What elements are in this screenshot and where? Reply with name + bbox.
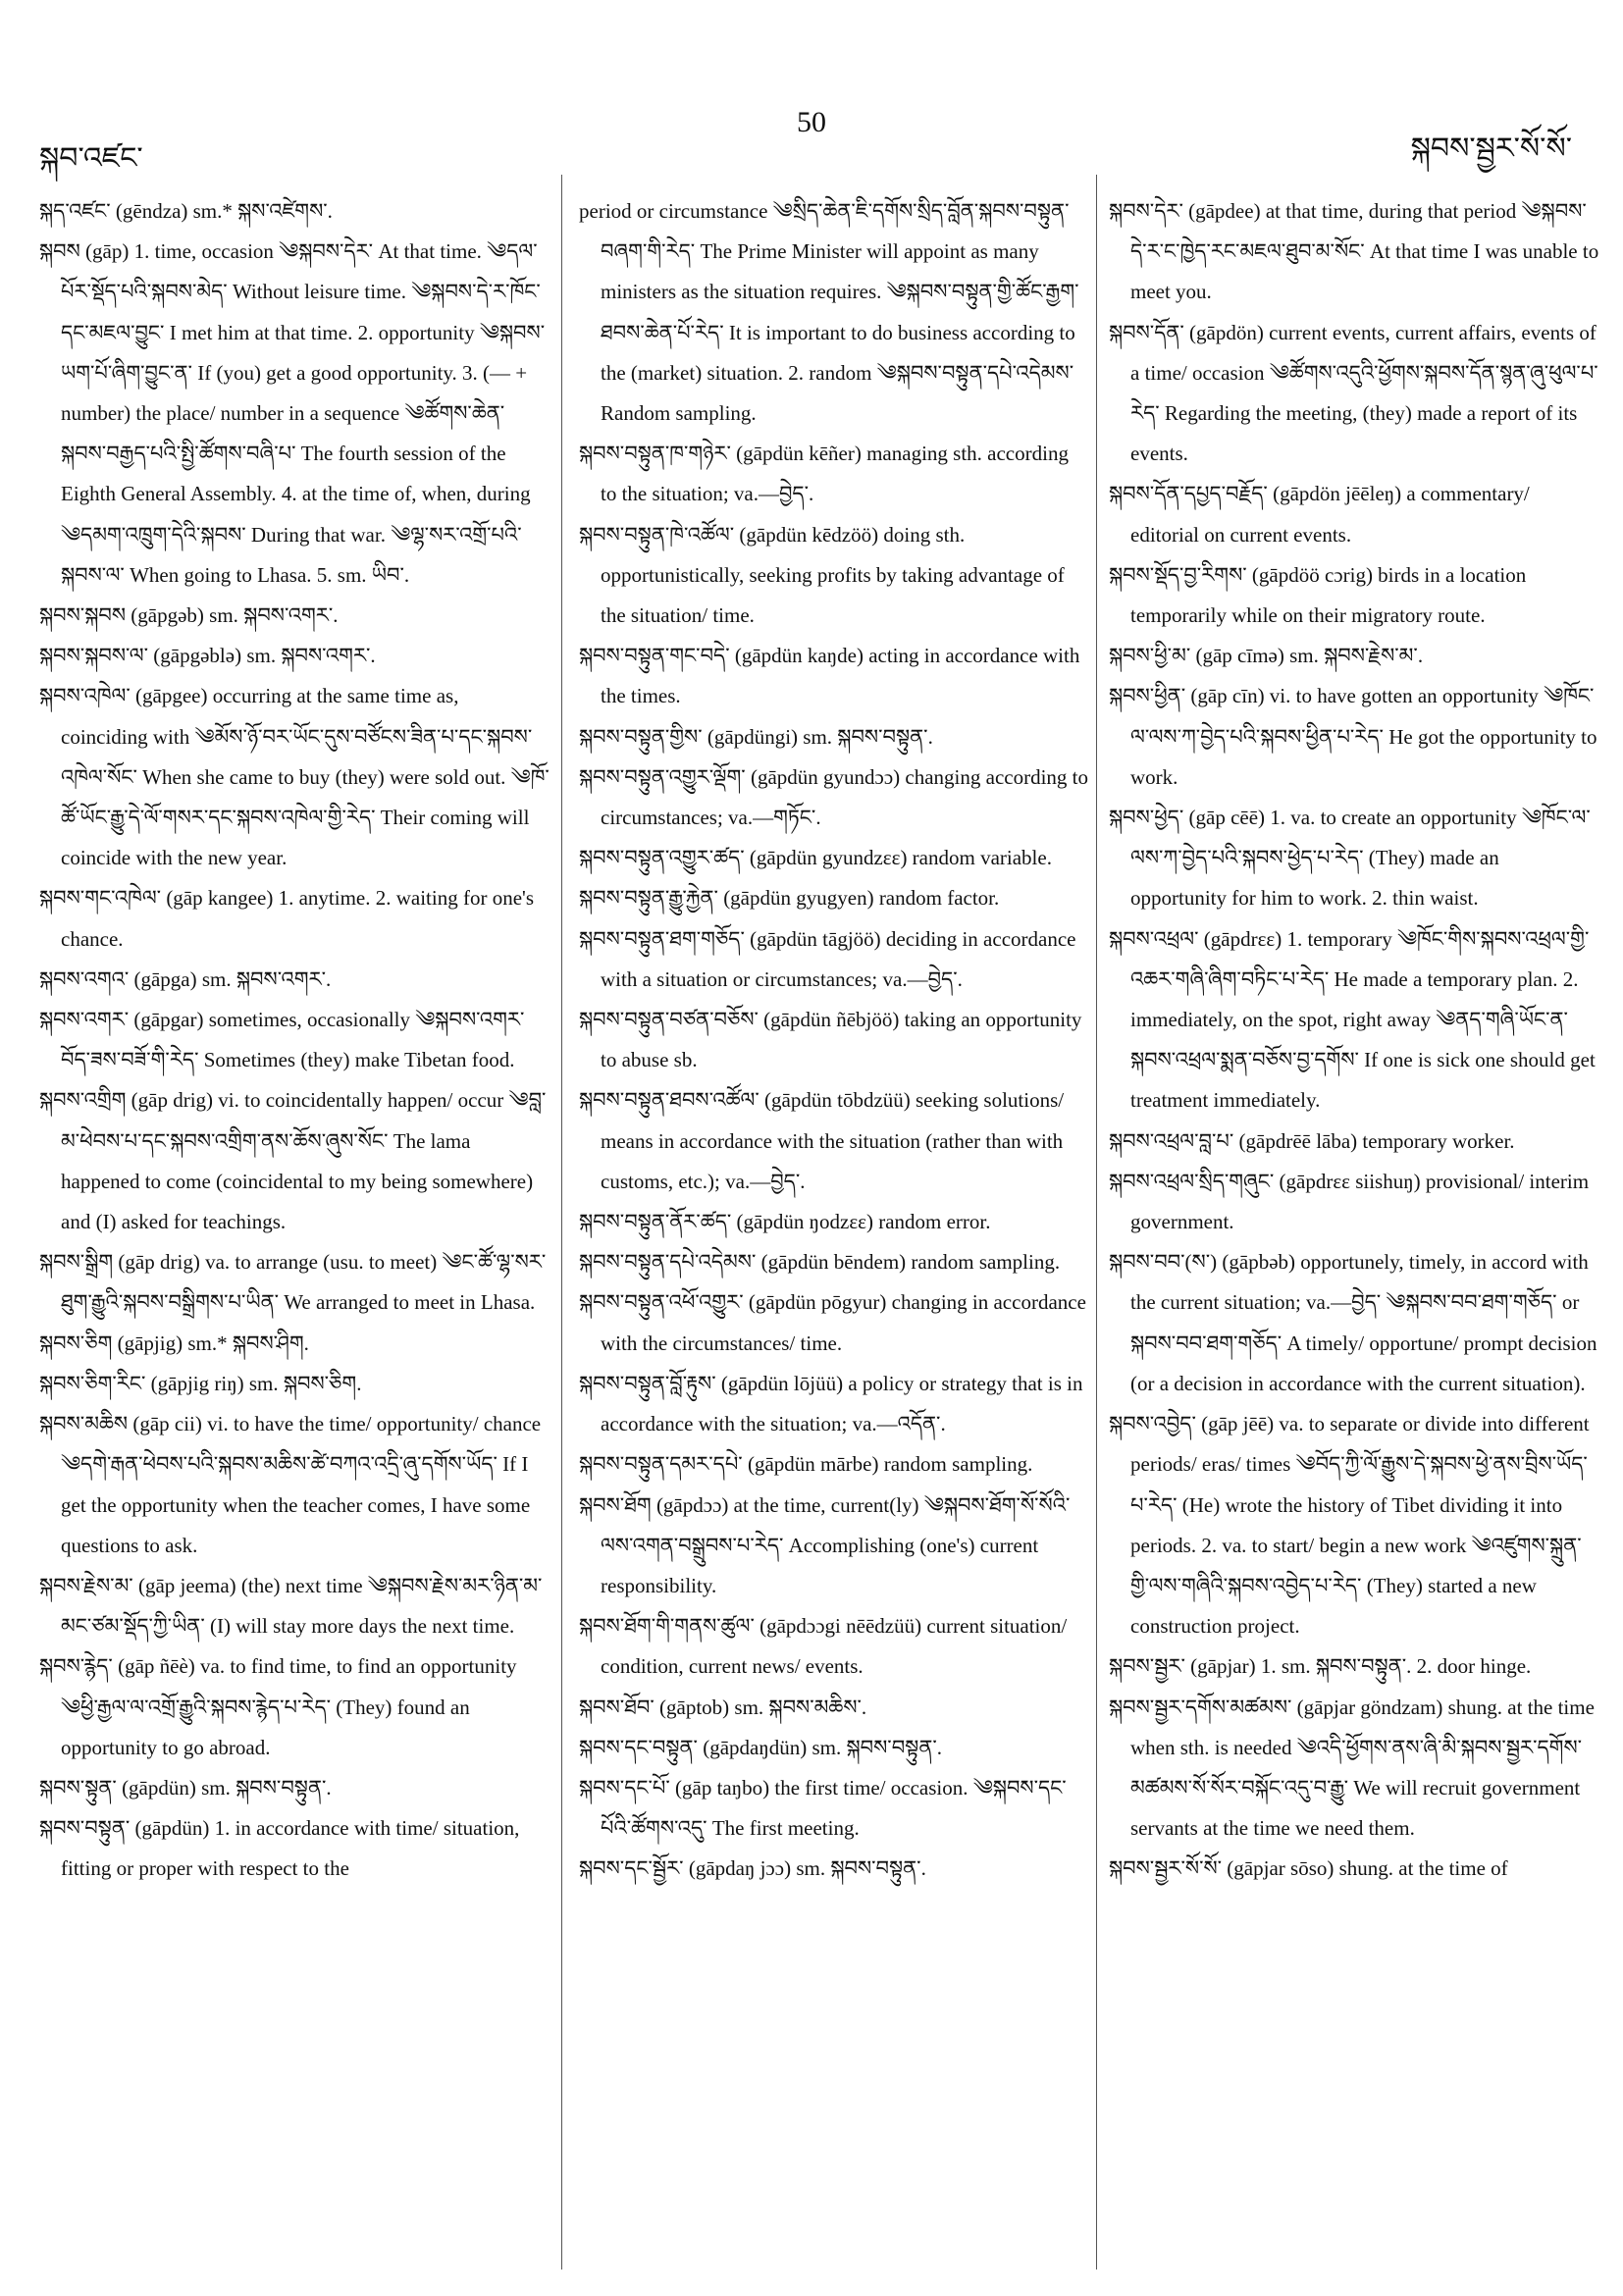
dictionary-entry: སྐབས་བསྟུན་ཁེ་འཚོལ་ (gāpdün kēdzöö) doing sth. opportunistically, seeking profits by taking advantage of the situation/ time. xyxy=(579,522,1065,628)
dictionary-entry: སྐབས་མཆིས (gāp cii) vi. to have the time/ opportunity/ chance ༄དགེ་རྒན་ཕེབས་པའི་སྐབས་མཆིས་ཚེ་བཀའ་འདྲི་ཞུ་དགོས་ཡོད་ If I get the opportunity when the teacher comes, I have some questions to ask. xyxy=(39,1412,542,1557)
dictionary-entry: སྐབས་བསྟུན་ཐབས་འཚོལ་ (gāpdün tōbdzüü) seeking solutions/ means in accordance with the situation (rather than with customs, etc.); va.—བྱེད་. xyxy=(579,1088,1065,1193)
dictionary-entry: སྐབས་སྒྲིག (gāp drig) va. to arrange (usu. to meet) ༄ང་ཚོ་ལྷ་སར་ཐུག་རྒྱུའི་སྐབས་བསྒྲིགས་པ་ཡིན་ We arranged to meet in Lhasa. xyxy=(39,1250,547,1315)
column-divider xyxy=(561,175,562,2270)
dictionary-entry: སྐབས་འགྲིག (gāp drig) vi. to coincidentally happen/ occur ༄བླ་མ་ཕེབས་པ་དང་སྐབས་འགྲིག་ནས་ཆོས་ཞུས་སོང་ The lama happened to come (coincidental to my being somewhere) and (I) asked for teachings. xyxy=(39,1088,547,1234)
dictionary-entry: སྐབས་དོན་ (gāpdön) current events, current affairs, events of a time/ occasion ༄ཚོགས་འདུའི་ཕྱོགས་སྐབས་དོན་སྙན་ཞུ་ཕུལ་པ་རེད་ Regarding the meeting, (they) made a report of its events. xyxy=(1109,320,1598,466)
page-header-right: སྐབས་སྦྱར་སོ་སོ་ xyxy=(1410,132,1572,165)
dictionary-entry: སྐབས་བསྟུན་རྒྱུ་རྐྱེན་ (gāpdün gyugyen) random factor. xyxy=(579,886,1000,911)
dictionary-entry: སྐབས་བབ་(ས་) (gāpbəb) opportunely, timely, in accord with the current situation; va.—བྱེད་ ༄སྐབས་བབ་ཐག་གཅོད་ or སྐབས་བབ་ཐག་གཅོད་ A timely/ opportune/ prompt decision (or a decision in accordance with the current situation). xyxy=(1109,1250,1597,1395)
dictionary-entry: སྐབས་བསྟུན་ (gāpdün) 1. in accordance with time/ situation, fitting or proper with respect to the xyxy=(39,1816,520,1881)
dictionary-entry: སྐབས་བསྟུན་གྱིས་ (gāpdüngi) sm. སྐབས་བསྟུན་. xyxy=(579,724,933,749)
dictionary-entry: སྐབས་བསྟུན་ནོར་ཚད་ (gāpdün ŋodzɛɛ) random error. xyxy=(579,1210,991,1234)
dictionary-entry: སྐབས་དོན་དཔྱད་བརྗོད་ (gāpdön jēēleŋ) a commentary/ editorial on current events. xyxy=(1109,482,1530,547)
dictionary-entry: སྐབས་དེར་ (gāpdee) at that time, during that period ༄སྐབས་དེ་ར་ང་ཁྱེད་རང་མཇལ་ཐུབ་མ་སོང་ At that time I was unable to meet you. xyxy=(1109,199,1599,304)
dictionary-entry: སྐབས་སྦྱར་སོ་སོ་ (gāpjar sōso) shung. at the time of xyxy=(1109,1856,1508,1881)
dictionary-entry: སྐབས་ཐོག་གི་གནས་ཚུལ་ (gāpdɔɔgi nēēdzüü) current situation/ condition, current news/ events. xyxy=(579,1614,1068,1679)
dictionary-entry: སྐབས་བསྟུན་ཐག་གཅོད་ (gāpdün tāgjöö) deciding in accordance with a situation or circumstances; va.—བྱེད་. xyxy=(579,926,1076,991)
dictionary-entry: སྐབས་འཕྲལ་སྲིད་གཞུང་ (gāpdrɛɛ siishuŋ) provisional/ interim government. xyxy=(1109,1169,1590,1234)
dictionary-entry: སྐབས་ཅིག (gāpjig) sm.* སྐབས་ཤིག. xyxy=(39,1331,309,1355)
dictionary-entry: སྐབས་བསྟུན་དམར་དཔེ་ (gāpdün mārbe) random sampling. xyxy=(579,1452,1033,1477)
dictionary-entry: སྐབས་བསྟུན་དཔེ་འདེམས་ (gāpdün bēndem) random sampling. xyxy=(579,1250,1061,1275)
dictionary-entry: སྐབས (gāp) 1. time, occasion ༄སྐབས་དེར་ At that time. ༄དལ་པོར་སྡོད་པའི་སྐབས་མེད་ Without leisure time. ༄སྐབས་དེ་ར་ཁོང་དང་མཇལ་བྱུང་ I met him at that time. 2. opportunity ༄སྐབས་ཡག་པོ་ཞིག་བྱུང་ན་ If (you) get a good opportunity. 3. (— + number) the place/ number in a sequence ༄ཚོགས་ཆེན་སྐབས་བརྒྱད་པའི་སྤྱི་ཚོགས་བཞི་པ་ The fourth session of the Eighth General Assembly. 4. at the time of, when, during ༄དམག་འཁྲུག་དེའི་སྐབས་ During that war. ༄ལྷ་སར་འགྲོ་པའི་སྐབས་ལ་ When going to Lhasa. 5. sm. ཡིབ་. xyxy=(39,239,546,587)
dictionary-entry: སྐབས་ཕྱེད་ (gāp cēē) 1. va. to create an opportunity ༄ཁོང་ལ་ལས་ཀ་བྱེད་པའི་སྐབས་ཕྱེད་པ་རེད་ (They) made an opportunity for him to work. 2. thin waist. xyxy=(1109,806,1591,911)
dictionary-entry: སྐབས་ཐོབ་ (gāptob) sm. སྐབས་མཆིས་. xyxy=(579,1695,867,1719)
dictionary-entry: སྐབས་གང་འཁེལ་ (gāp kangee) 1. anytime. 2. waiting for one's chance. xyxy=(39,886,534,951)
dictionary-entry: སྐབས་སྐབས (gāpgəb) sm. སྐབས་འགར་. xyxy=(39,603,339,628)
dictionary-entry: སྐབས་འཕྲལ་ (gāpdrɛɛ) 1. temporary ༄ཁོང་གིས་སྐབས་འཕྲལ་གྱི་འཆར་གཞི་ཞིག་བཏིང་པ་རེད་ He made a temporary plan. 2. immediately, on the spot, right away ༄ནད་གཞི་ཡོང་ན་སྐབས་འཕྲལ་སྨན་བཅོས་བྱ་དགོས་ If one is sick one should get treatment immediately. xyxy=(1109,926,1596,1113)
dictionary-entry: སྐབས་དང་པོ་ (gāp taŋbo) the first time/ occasion. ༄སྐབས་དང་པོའི་ཚོགས་འདུ་ The first meeting. xyxy=(579,1775,1067,1841)
dictionary-entry: སྐབས་བསྟུན་འགྱུར་ལྡོག་ (gāpdün gyundɔɔ) changing according to circumstances; va.—གཏོང་. xyxy=(579,764,1088,830)
dictionary-entry: སྐབས་རྙེད་ (gāp ñēè) va. to find time, to find an opportunity ༄ཕྱི་རྒྱལ་ལ་འགྲོ་རྒྱུའི་སྐབས་རྙེད་པ་རེད་ (They) found an opportunity to go abroad. xyxy=(39,1654,517,1759)
dictionary-entry: སྐབས་འབྱེད་ (gāp jēē) va. to separate or divide into different periods/ eras/ times ༄བོད་ཀྱི་ལོ་རྒྱུས་དེ་སྐབས་ཕྱེ་ནས་བྲིས་ཡོད་པ་རེད་ (He) wrote the history of Tibet dividing it into periods. 2. va. to start/ begin a new work ༄འཛུགས་སྐྲུན་གྱི་ལས་གཞིའི་སྐབས་འབྱེད་པ་རེད་ (They) started a new construction project. xyxy=(1109,1412,1590,1639)
dictionary-entry: སྐབས་སྡོད་བྱ་རིགས་ (gāpdöö cɔrig) birds in a location temporarily while on their migratory route. xyxy=(1109,562,1527,628)
dictionary-entry: སྐབས་དང་སྦྱོར་ (gāpdaŋ jɔɔ) sm. སྐབས་བསྟུན་. xyxy=(579,1856,926,1881)
dictionary-entry: སྐབས་སྟུན་ (gāpdün) sm. སྐབས་བསྟུན་. xyxy=(39,1775,332,1800)
dictionary-entry: སྐབས་བསྟུན་བཙན་བཅོས་ (gāpdün ñēbjöö) taking an opportunity to abuse sb. xyxy=(579,1008,1082,1072)
dictionary-entry: སྐབས་བསྟུན་བློ་རྟུས་ (gāpdün lōjüü) a policy or strategy that is in accordance with the situation; va.—འདོན་. xyxy=(579,1371,1083,1436)
dictionary-column-3 xyxy=(1109,191,1599,2276)
dictionary-entry: སྐབས་བསྟུན་འཕོ་འགྱུར་ (gāpdün pōgyur) changing in accordance with the circumstances/ time. xyxy=(579,1290,1086,1355)
dictionary-entry: སྐབས་རྗེས་མ་ (gāp jeema) (the) next time ༄སྐབས་རྗེས་མར་ཉིན་མ་མང་ཙམ་སྡོད་ཀྱི་ཡིན་ (I) will stay more days the next time. xyxy=(39,1573,543,1639)
dictionary-entry: སྐབས་བསྟུན་གང་བདེ་ (gāpdün kaŋde) acting in accordance with the times. xyxy=(579,644,1080,708)
dictionary-column-1 xyxy=(39,191,550,2276)
dictionary-entry: སྐབས་འཁེལ་ (gāpgee) occurring at the same time as, coinciding with ༄མོས་ཉོ་བར་ཡོང་དུས་བཙོངས་ཟིན་པ་དང་སྐབས་འཁེལ་སོང་ When she came to buy (they) were sold out. ༄ཁོ་ཚོ་ཡོང་རྒྱུ་དེ་ལོ་གསར་དང་སྐབས་འཁེལ་གྱི་རེད་ Their coming will coincide with the new year. xyxy=(39,684,550,870)
dictionary-entry: སྐད་འཛང་ (gēndza) sm.* སྐས་འཛེགས་. xyxy=(39,199,333,223)
dictionary-entry: སྐབས་སྦྱར་དགོས་མཚམས་ (gāpjar göndzam) shung. at the time when sth. is needed ༄འདི་ཕྱོགས་ནས་ཞི་མི་སྐབས་སྦྱར་དགོས་མཚམས་སོ་སོར་བསྐོང་འདུ་བ་རྒྱུ་ We will recruit government servants at the time we need them. xyxy=(1109,1695,1595,1841)
column-divider xyxy=(1096,175,1097,2270)
dictionary-entry: སྐབས་དང་བསྟུན་ (gāpdaŋdün) sm. སྐབས་བསྟུན་. xyxy=(579,1735,943,1759)
dictionary-entry: སྐབས་ཅིག་རིང་ (gāpjig riŋ) sm. སྐབས་ཅིག. xyxy=(39,1371,362,1395)
page-header-left: སྐབ་འཛང་ xyxy=(39,142,143,175)
dictionary-entry: སྐབས་སྐབས་ལ་ (gāpgəblə) sm. སྐབས་འགར་. xyxy=(39,644,376,668)
dictionary-entry: སྐབས་སྦྱར་ (gāpjar) 1. sm. སྐབས་བསྟུན་. 2. door hinge. xyxy=(1109,1654,1532,1679)
dictionary-entry: སྐབས་ཕྱི་མ་ (gāp cīmə) sm. སྐབས་རྗེས་མ་. xyxy=(1109,644,1424,668)
dictionary-entry: སྐབས་འགའ་ (gāpga) sm. སྐབས་འགར་. xyxy=(39,966,332,991)
dictionary-entry: སྐབས་བསྟུན་ཁ་གཉེར་ (gāpdün kēñer) managing sth. according to the situation; va.—བྱེད་. xyxy=(579,442,1069,506)
dictionary-entry: སྐབས་ཐོག (gāpdɔɔ) at the time, current(ly) ༄སྐབས་ཐོག་སོ་སོའི་ལས་འགན་བསྒྲུབས་པ་རེད་ Accomplishing (one's) current responsibility. xyxy=(579,1492,1071,1597)
dictionary-entry: period or circumstance ༄སྲིད་ཆེན་ཇི་དགོས་སྲིད་བློན་སྐབས་བསྟུན་བཞག་གི་རེད་ The Prime Minister will appoint as many ministers as the situation requires. ༄སྐབས་བསྟུན་གྱི་ཚོང་རྒྱག་ཐབས་ཆེན་པོ་རེད་ It is important to do business according to the (market) situation. 2. random ༄སྐབས་བསྟུན་དཔེ་འདེམས་ Random sampling. xyxy=(579,199,1079,426)
dictionary-entry: སྐབས་འཕྲལ་བླ་པ་ (gāpdrēē lāba) temporary worker. xyxy=(1109,1128,1515,1153)
dictionary-entry: སྐབས་བསྟུན་འགྱུར་ཚད་ (gāpdün gyundzɛɛ) random variable. xyxy=(579,846,1052,870)
dictionary-column-2 xyxy=(579,191,1089,2276)
dictionary-entry: སྐབས་འགར་ (gāpgar) sometimes, occasionally ༄སྐབས་འགར་བོད་ཟས་བཟོ་གི་རེད་ Sometimes (they) make Tibetan food. xyxy=(39,1008,525,1072)
page-number: 50 xyxy=(797,106,826,138)
dictionary-entry: སྐབས་ཕྱིན་ (gāp cīn) vi. to have gotten an opportunity ༄ཁོང་ལ་ལས་ཀ་བྱེད་པའི་སྐབས་ཕྱིན་པ་རེད་ He got the opportunity to work. xyxy=(1109,684,1597,789)
